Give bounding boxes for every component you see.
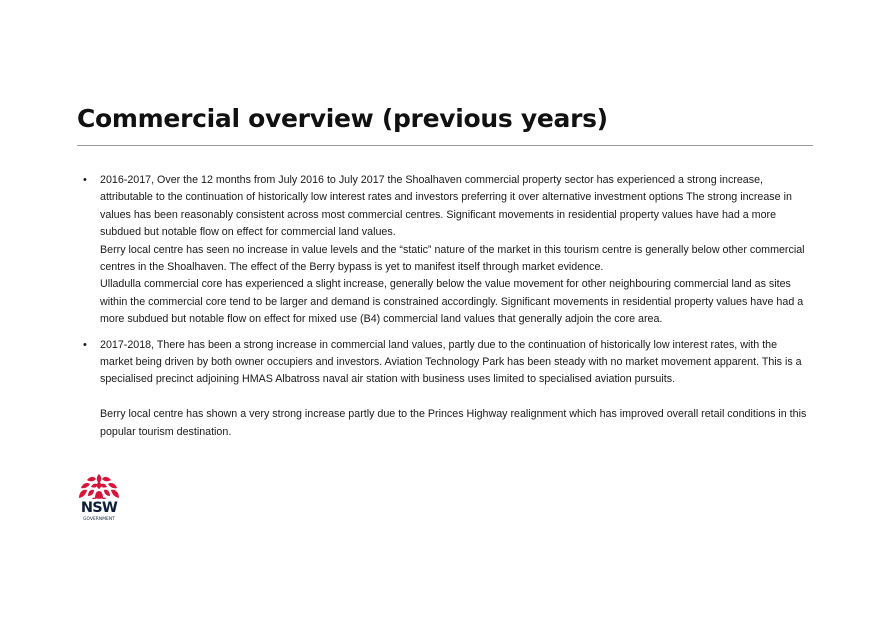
bullet-item-2016-2017 [80,172,810,329]
paragraph-2017-2018-overview: 2017-2018, There has been a strong increase in commercial land values, partly due to the continuation of historically low interest rates, with the market being driven by both owner occupiers and investors. Aviation Technology Park has been steady with no market movement apparent. This is a specialised precinct adjoining HMAS Albatross naval air station with business uses limited to specialised aviation pursuits. [100,338,802,386]
bullet-item-2017-2018 [80,337,810,441]
page-title: Commercial overview (previous years) [77,104,608,133]
paragraph-berry-2017-2018: Berry local centre has shown a very strong increase partly due to the Princes Highway realignment which has improved overall retail conditions in this popular tourism destination. [100,408,807,438]
logo-nsw-text: NSW [80,500,118,516]
title-divider [77,145,813,146]
bullet-dot-icon: • [83,338,87,351]
nsw-government-logo [76,474,122,526]
paragraph-2016-2017-overview: 2016-2017, Over the 12 months from July 2016 to July 2017 the Shoalhaven commercial property sector has experienced a strong increase, attributable to the continuation of historically low interest rates and investors preferring it over alternative investment options The strong increase in values has been reasonably consistent across most commercial centres. Significant movements in residential property values have had a more subdued but notable flow on effect for commercial land values. [100,174,792,239]
waratah-icon [76,474,122,502]
bullet-list [80,172,810,449]
logo-government-text: GOVERNMENT [83,517,115,522]
paragraph-berry-2016-2017: Berry local centre has seen no increase in value levels and the “static” nature of the market in this tourism centre is generally below other commercial centres in the Shoalhaven. The effect of the Berry bypass is yet to manifest itself through market evidence. [100,243,805,274]
paragraph-ulladulla-2016-2017: Ulladulla commercial core has experienced a slight increase, generally below the value movement for other neighbouring commercial land as sites within the commercial core tend to be larger and demand is constrained accordingly. Significant movements in residential property values have had a more subdued but notable flow on effect for mixed use (B4) commercial land values that generally adjoin the core area. [100,278,804,326]
bullet-dot-icon: • [83,174,87,186]
